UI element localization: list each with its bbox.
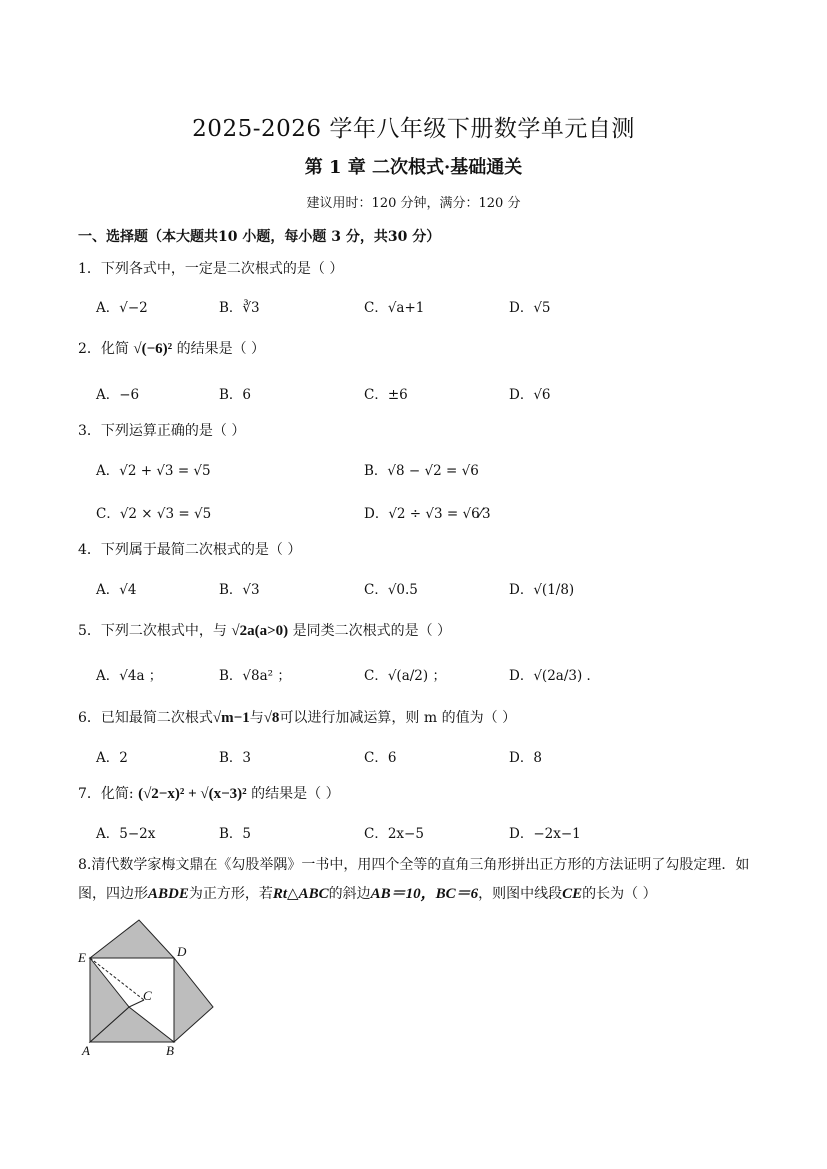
q7-option-a: A．5−2x [96,826,156,842]
q8-text-a: 8.清代数学家梅文鼎在《勾股举隅》一书中，用四个全等的直角三角形拼出正方形的方法证明了勾股定理．如图，四边形 [78,857,750,902]
q3-option-b: B．√8 − √2 = √6 [364,463,479,479]
q1-option-d: D．√5 [509,300,551,316]
question-6-stem [78,707,516,727]
figure-label-c: C [143,988,152,1003]
q8-text-3: 的斜边 [328,886,371,902]
q7-option-c: C．2x−5 [364,826,424,842]
q5-option-d: D．√(2a/3) ． [509,668,601,684]
q8-text-2: 为正方形，若 [188,886,273,902]
q2-text-b: 的结果是（ ） [176,341,266,357]
question-3-stem: 3．下列运算正确的是（ ） [78,423,246,439]
section-heading: 一、选择题（本大题共10 小题，每小题 3 分，共30 分） [78,229,441,245]
q2-option-d: D．√6 [509,387,551,403]
q8-math-triangle: Rt△ABC [272,886,329,902]
q8-text-4: ，则图中线段 [478,886,563,902]
question-7-stem [78,783,340,803]
q2-option-c: C．±6 [364,387,408,403]
chapter-subtitle: 第 1 章 二次根式·基础通关 [304,157,523,178]
q6-option-a: A．2 [96,750,128,766]
q6-option-c: C．6 [364,750,397,766]
question-8-stem [78,851,758,909]
time-score-note: 建议用时：120 分钟，满分：120 分 [306,196,521,211]
figure-label-b: B [166,1043,174,1058]
q4-option-b: B．√3 [219,582,260,598]
q8-math-abde: ABDE [148,886,189,902]
figure-triangle-top [90,920,174,958]
q5-option-a: A．√4a ； [96,668,163,684]
q5-math: √2a(a>0) [231,623,289,639]
page-title: 2025-2026 学年八年级下册数学单元自测 [192,116,635,142]
q8-math-ce: CE [562,886,583,902]
q2-text-a: 2．化简 [78,341,129,357]
q6-text-b: 可以进行加减运算，则 m 的值为（ ） [279,710,517,726]
q3-option-d: D．√2 ÷ √3 = √6⁄3 [364,506,491,522]
question-2-stem [78,338,265,358]
q7-text-b: 的结果是（ ） [251,786,340,802]
question-4-stem: 4．下列属于最简二次根式的是（ ） [78,542,302,558]
pythagoras-figure [70,912,230,1062]
q5-text-b: 是同类二次根式的是（ ） [292,623,452,639]
q8-math-lengths: AB＝10，BC＝6 [370,886,479,902]
q8-text-5: 的长为（ ） [582,886,657,902]
q6-option-b: B．3 [219,750,252,766]
q2-math: √(−6)² [133,341,173,357]
q7-option-b: B．5 [219,826,252,842]
q6-text-mid: 与 [249,710,264,726]
q6-math-2: √8 [263,710,280,726]
question-5-stem [78,620,451,640]
q4-option-d: D．√(1/8) [509,582,575,598]
q5-option-c: C．√(a/2) ； [364,668,446,684]
q6-text-a: 6．已知最简二次根式 [78,710,213,726]
q1-option-b: B．∛3 [219,300,260,316]
q4-option-a: A．√4 [96,582,137,598]
q1-option-a: A．√−2 [96,300,148,316]
q3-option-a: A．√2 + √3 = √5 [96,463,211,479]
q5-text-a: 5．下列二次根式中，与 [78,623,227,639]
q7-text-a: 7．化简: [78,786,134,802]
question-1-stem: 1．下列各式中，一定是二次根式的是（ ） [78,261,344,277]
q6-option-d: D．8 [509,750,542,766]
q5-option-b: B．√8a² ； [219,668,291,684]
figure-triangle-right [174,958,213,1042]
q2-option-a: A．−6 [96,387,140,403]
q1-option-c: C．√a+1 [364,300,425,316]
q7-option-d: D．−2x−1 [509,826,581,842]
q2-option-b: B．6 [219,387,252,403]
figure-label-e: E [78,950,86,965]
figure-segment-c [129,1000,144,1007]
q7-math: (√2−x)² + √(x−3)² [138,786,247,802]
q3-option-c: C．√2 × √3 = √5 [96,506,212,522]
q4-option-c: C．√0.5 [364,582,418,598]
figure-label-a: A [82,1043,90,1058]
q6-math-1: √m−1 [212,710,250,726]
figure-label-d: D [177,944,187,959]
